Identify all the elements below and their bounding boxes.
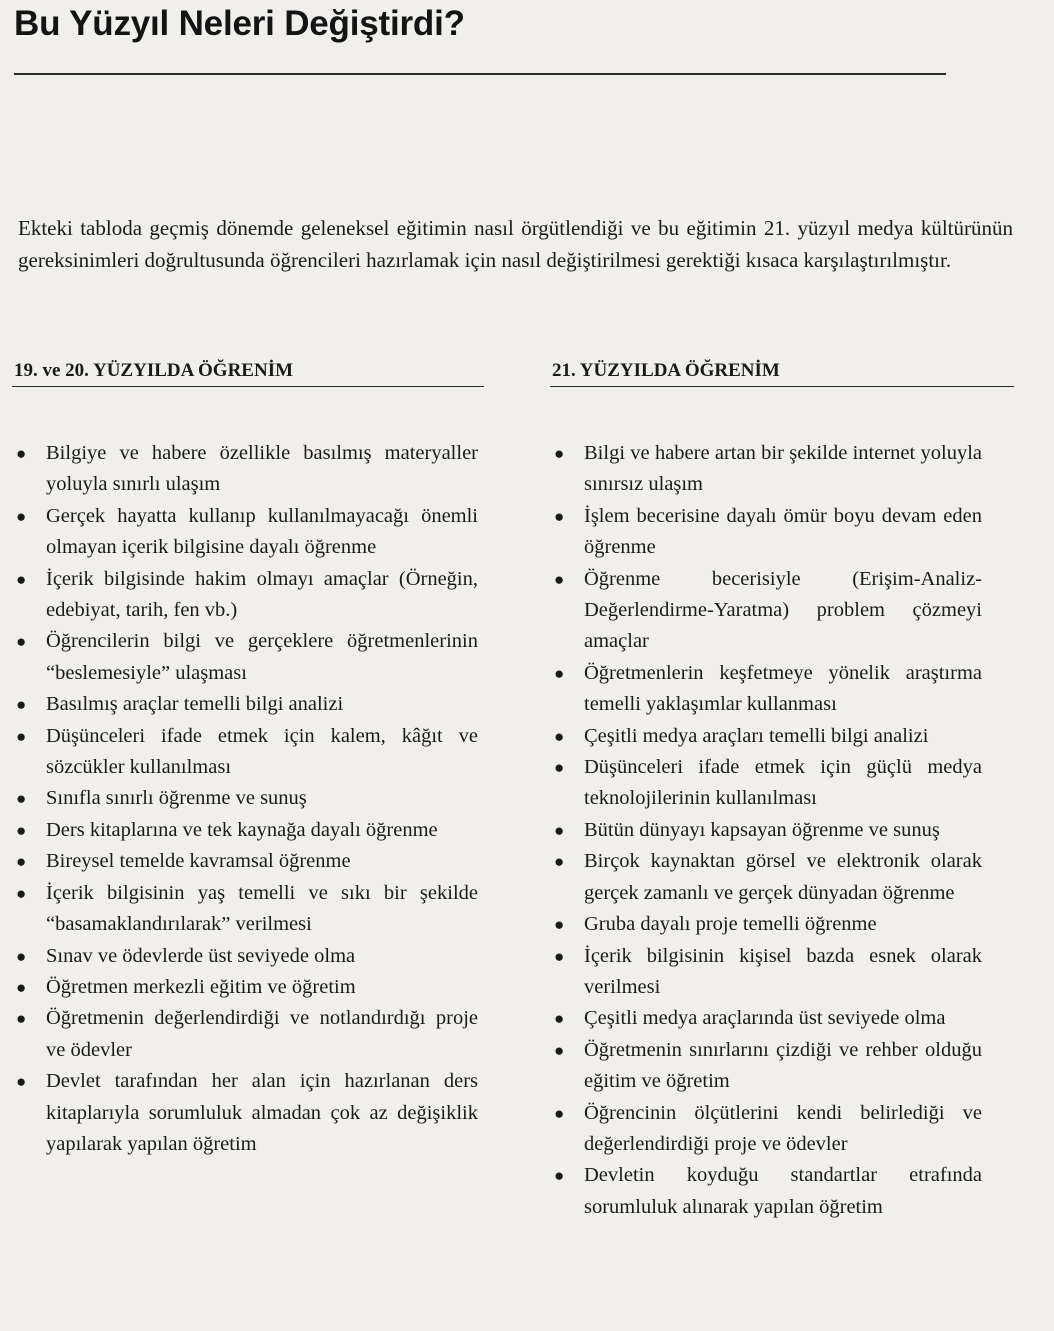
list-item: ● İçerik bilgisinin kişisel bazda esnek olarak verilmesi bbox=[550, 941, 982, 1004]
list-item: ● Basılmış araçlar temelli bilgi analizi bbox=[12, 689, 478, 720]
list-item: ● Gruba dayalı proje temelli öğrenme bbox=[550, 909, 982, 940]
list-item: ● Gerçek hayatta kullanıp kullanılmayacağı önemli olmayan içerik bilgisine dayalı öğrenme bbox=[12, 501, 478, 564]
bullet-icon: ● bbox=[554, 820, 565, 840]
list-item: ● Birçok kaynaktan görsel ve elektronik olarak gerçek zamanlı ve gerçek dünyadan öğrenme bbox=[550, 846, 982, 909]
bullet-icon: ● bbox=[16, 946, 27, 966]
bullet-icon: ● bbox=[16, 726, 27, 746]
list-item: ● İçerik bilgisinde hakim olmayı amaçlar (Örneğin, edebiyat, tarih, fen vb.) bbox=[12, 564, 478, 627]
list-item: ● Sınav ve ödevlerde üst seviyede olma bbox=[12, 941, 478, 972]
bullet-icon: ● bbox=[554, 946, 565, 966]
bullet-icon: ● bbox=[554, 852, 565, 872]
list-item: ● İşlem becerisine dayalı ömür boyu devam eden öğrenme bbox=[550, 501, 982, 564]
right-item-list bbox=[550, 438, 982, 1223]
list-item: ● Düşünceleri ifade etmek için kalem, kâğıt ve sözcükler kullanılması bbox=[12, 721, 478, 784]
bullet-icon: ● bbox=[16, 695, 27, 715]
list-item: ● Öğretmen merkezli eğitim ve öğretim bbox=[12, 972, 478, 1003]
bullet-icon: ● bbox=[16, 789, 27, 809]
bullet-icon: ● bbox=[16, 852, 27, 872]
bullet-icon: ● bbox=[554, 569, 565, 589]
list-item: ● İçerik bilgisinin yaş temelli ve sıkı bir şekilde “basamaklandırılarak” verilmesi bbox=[12, 878, 478, 941]
list-item: ● Öğretmenin sınırlarını çizdiği ve rehber olduğu eğitim ve öğretim bbox=[550, 1035, 982, 1098]
list-item: ● Düşünceleri ifade etmek için güçlü medya teknolojilerinin kullanılması bbox=[550, 752, 982, 815]
list-item: ● Öğrenme becerisiyle (Erişim-Analiz-Değerlendirme-Yaratma) problem çözmeyi amaçlar bbox=[550, 564, 982, 658]
list-item: ● Bütün dünyayı kapsayan öğrenme ve sunuş bbox=[550, 815, 982, 846]
list-item: ● Öğrencilerin bilgi ve gerçeklere öğretmenlerinin “beslemesiyle” ulaşması bbox=[12, 626, 478, 689]
bullet-icon: ● bbox=[554, 1166, 565, 1186]
bullet-icon: ● bbox=[16, 1072, 27, 1092]
bullet-icon: ● bbox=[554, 1009, 565, 1029]
bullet-icon: ● bbox=[554, 1040, 565, 1060]
page-title: Bu Yüzyıl Neleri Değiştirdi? bbox=[14, 4, 465, 43]
bullet-icon: ● bbox=[554, 758, 565, 778]
list-item: ● Sınıfla sınırlı öğrenme ve sunuş bbox=[12, 783, 478, 814]
list-item: ● Öğrencinin ölçütlerini kendi belirlediği ve değerlendirdiği proje ve ödevler bbox=[550, 1098, 982, 1161]
column-heading-left: 19. ve 20. YÜZYILDA ÖĞRENİM bbox=[12, 360, 484, 387]
bullet-icon: ● bbox=[554, 1103, 565, 1123]
intro-paragraph: Ekteki tabloda geçmiş dönemde geleneksel eğitimin nasıl örgütlendiği ve bu eğitimin 21. yüzyıl medya kültürünün gereksinimleri doğrultusunda öğrencileri hazırlamak için nasıl değiştirilmesi gerektiği kısaca karşılaştırılmıştır. bbox=[18, 216, 1013, 272]
bullet-icon: ● bbox=[16, 632, 27, 652]
list-item: ● Bireysel temelde kavramsal öğrenme bbox=[12, 846, 478, 877]
bullet-icon: ● bbox=[16, 883, 27, 903]
list-item: ● Bilgi ve habere artan bir şekilde internet yoluyla sınırsız ulaşım bbox=[550, 438, 982, 501]
left-item-list bbox=[12, 438, 478, 1160]
list-item: ● Çeşitli medya araçları temelli bilgi analizi bbox=[550, 721, 982, 752]
column-21-century bbox=[550, 360, 1016, 1218]
title-underline bbox=[14, 73, 946, 75]
column-19-20-century bbox=[12, 360, 492, 1155]
bullet-icon: ● bbox=[554, 726, 565, 746]
list-item: ● Öğretmenlerin keşfetmeye yönelik araştırma temelli yaklaşımlar kullanması bbox=[550, 658, 982, 721]
bullet-icon: ● bbox=[16, 444, 27, 463]
bullet-icon: ● bbox=[16, 1009, 27, 1029]
list-item: ● Çeşitli medya araçlarında üst seviyede olma bbox=[550, 1003, 982, 1034]
bullet-icon: ● bbox=[16, 977, 27, 997]
bullet-icon: ● bbox=[554, 915, 565, 935]
list-item: ● Devlet tarafından her alan için hazırlanan ders kitaplarıyla sorumluluk almadan çok az değişiklik yapılarak yapılan öğretim bbox=[12, 1066, 478, 1160]
list-item: ● Öğretmenin değerlendirdiği ve notlandırdığı proje ve ödevler bbox=[12, 1003, 478, 1066]
bullet-icon: ● bbox=[16, 506, 27, 526]
list-item: ● Bilgiye ve habere özellikle basılmış materyaller yoluyla sınırlı ulaşım bbox=[12, 438, 478, 501]
bullet-icon: ● bbox=[554, 506, 565, 526]
bullet-icon: ● bbox=[554, 663, 565, 683]
list-item: ● Ders kitaplarına ve tek kaynağa dayalı öğrenme bbox=[12, 815, 478, 846]
column-heading-right: 21. YÜZYILDA ÖĞRENİM bbox=[550, 360, 1014, 387]
list-item: ● Devletin koyduğu standartlar etrafında sorumluluk alınarak yapılan öğretim bbox=[550, 1160, 982, 1223]
bullet-icon: ● bbox=[16, 820, 27, 840]
bullet-icon: ● bbox=[16, 569, 27, 589]
bullet-icon: ● bbox=[554, 444, 565, 463]
